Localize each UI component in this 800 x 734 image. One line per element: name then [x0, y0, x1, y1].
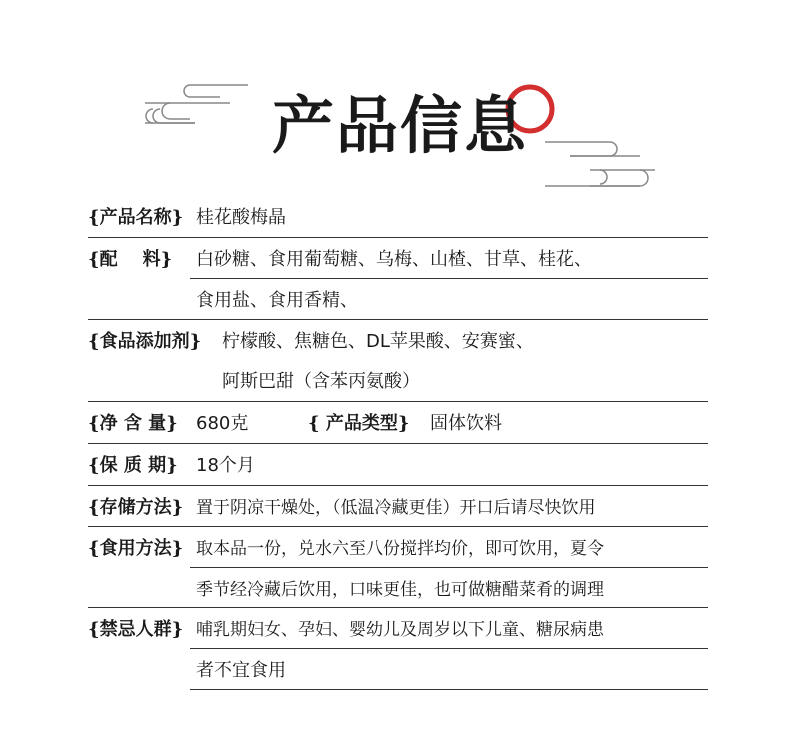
- row-net-content: [88, 404, 708, 444]
- row-ingredients-cont: [88, 281, 708, 321]
- row-additives-cont: [88, 362, 708, 402]
- divider: [88, 526, 708, 527]
- divider: [190, 567, 708, 568]
- value-usage-line1: 取本品一份，兑水六至八份搅拌均价，即可饮用，夏令: [196, 539, 604, 559]
- label-usage: {食用方法}: [88, 538, 184, 559]
- value-storage: 置于阴凉干燥处，（低温冷藏更佳）开口后请尽快饮用: [196, 498, 596, 518]
- row-storage: [88, 488, 708, 528]
- divider: [190, 278, 708, 279]
- row-shelf-life: [88, 446, 708, 486]
- label-product-type: { 产品类型}: [308, 413, 410, 434]
- value-ingredients-line2: 食用盐、食用香精、: [196, 290, 358, 311]
- value-net-content: 680克: [196, 413, 249, 434]
- divider: [88, 319, 708, 320]
- row-usage-cont: [88, 570, 708, 610]
- value-additives-line1: 柠檬酸、焦糖色、DL苹果酸、安赛蜜、: [222, 331, 534, 352]
- row-forbidden: [88, 610, 708, 650]
- divider: [190, 689, 708, 690]
- divider: [88, 485, 708, 486]
- row-product-name: [88, 198, 708, 238]
- value-forbidden-line2: 者不宜食用: [196, 660, 286, 681]
- label-ingredients: {配 料}: [88, 249, 173, 270]
- label-net-content: {净 含 量}: [88, 413, 178, 434]
- divider: [88, 401, 708, 402]
- value-usage-line2: 季节经冷藏后饮用，口味更佳，也可做糖醋菜肴的调理: [196, 580, 604, 600]
- value-additives-line2: 阿斯巴甜（含苯丙氨酸）: [222, 371, 420, 392]
- label-storage: {存储方法}: [88, 497, 184, 518]
- row-forbidden-cont: [88, 651, 708, 691]
- divider: [88, 607, 708, 608]
- label-forbidden: {禁忌人群}: [88, 619, 184, 640]
- divider: [190, 648, 708, 649]
- page-title: 产品信息: [271, 89, 528, 162]
- label-shelf-life: {保 质 期}: [88, 455, 178, 476]
- value-product-name: 桂花酸梅晶: [196, 207, 286, 228]
- row-usage: [88, 529, 708, 569]
- value-ingredients-line1: 白砂糖、食用葡萄糖、乌梅、山楂、甘草、桂花、: [196, 249, 592, 270]
- value-forbidden-line1: 哺乳期妇女、孕妇、婴幼儿及周岁以下儿童、糖尿病患: [196, 620, 604, 640]
- divider: [88, 443, 708, 444]
- row-ingredients: [88, 240, 708, 280]
- label-additives: {食品添加剂}: [88, 331, 202, 352]
- value-product-type: 固体饮料: [430, 413, 502, 434]
- label-product-name: {产品名称}: [88, 207, 184, 228]
- divider: [88, 237, 708, 238]
- row-additives: [88, 322, 708, 362]
- value-shelf-life: 18个月: [196, 455, 255, 476]
